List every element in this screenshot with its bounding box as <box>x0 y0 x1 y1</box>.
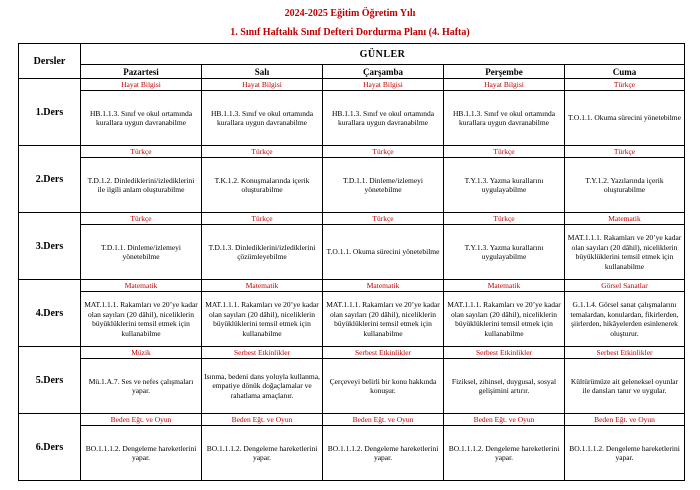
day-header-thursday: Perşembe <box>444 65 565 79</box>
subject-cell: Hayat Bilgisi <box>444 79 565 91</box>
outcome-text: T.Y.1.3. Yazma kurallarını uygulayabilme <box>464 242 544 261</box>
lesson-label: 3.Ders <box>19 213 81 280</box>
lesson-label: 2.Ders <box>19 146 81 213</box>
outcome-cell <box>81 292 202 347</box>
outcome-cell <box>323 158 444 213</box>
outcome-text: BO.1.1.1.2. Dengeleme hareketlerini yapar. <box>569 443 680 462</box>
subject-cell: Serbest Etkinlikler <box>323 347 444 359</box>
outcome-cell <box>323 292 444 347</box>
lesson-subject-row <box>19 213 685 225</box>
lesson-content-row <box>19 426 685 481</box>
lesson-label: 4.Ders <box>19 280 81 347</box>
subject-cell: Hayat Bilgisi <box>202 79 323 91</box>
outcome-cell <box>565 359 685 414</box>
lesson-subject-row <box>19 347 685 359</box>
subject-cell: Hayat Bilgisi <box>323 79 444 91</box>
lesson-subject-row <box>19 146 685 158</box>
subject-cell: Türkçe <box>202 146 323 158</box>
outcome-text: MAT.1.1.1. Rakamları ve 20’ye kadar olan sayıları (20 dâhil), niceliklerin büyüklüklerini temsil etmek için kullanabilme <box>205 300 319 338</box>
outcome-cell <box>81 91 202 146</box>
outcome-text: T.D.1.1. Dinleme/izlemeyi yönetebilme <box>100 242 182 261</box>
outcome-text: HB.1.1.3. Sınıf ve okul ortamında kurallara uygun davranabilme <box>89 108 193 127</box>
outcome-text: Isınma, bedeni dans yoluyla kullanma, empatiye dönük doğaçlamalar ve rahatlama amaçlanır. <box>204 371 320 400</box>
subject-cell: Türkçe <box>81 213 202 225</box>
outcome-cell <box>81 359 202 414</box>
outcome-cell <box>202 91 323 146</box>
subject-cell: Beden Eğt. ve Oyun <box>81 414 202 426</box>
subject-cell: Türkçe <box>444 213 565 225</box>
outcome-text: T.Y.1.3. Yazma kurallarını uygulayabilme <box>464 175 544 194</box>
outcome-text: BO.1.1.1.2. Dengeleme hareketlerini yapar. <box>206 443 318 462</box>
outcome-text: T.D.1.3. Dinlediklerini/izlediklerini çözümleyebilme <box>208 242 316 261</box>
outcome-cell <box>444 158 565 213</box>
outcome-cell <box>444 426 565 481</box>
outcome-cell <box>323 225 444 280</box>
outcome-cell <box>444 91 565 146</box>
outcome-cell <box>202 426 323 481</box>
outcome-cell <box>202 359 323 414</box>
day-header-tuesday: Salı <box>202 65 323 79</box>
outcome-cell <box>565 91 685 146</box>
outcome-text: MAT.1.1.1. Rakamları ve 20’ye kadar olan sayıları (20 dâhil), niceliklerin büyüklüklerini temsil etmek için kullanabilme <box>447 300 561 338</box>
lesson-label: 5.Ders <box>19 347 81 414</box>
outcome-cell <box>565 292 685 347</box>
subject-cell: Serbest Etkinlikler <box>202 347 323 359</box>
outcome-text: T.Y.1.2. Yazılarında içerik oluşturabilme <box>585 175 664 194</box>
subject-cell: Beden Eğt. ve Oyun <box>202 414 323 426</box>
outcome-text: MAT.1.1.1. Rakamları ve 20’ye kadar olan sayıları (20 dâhil), niceliklerin büyüklüklerini temsil etmek için kullanabilme <box>326 300 440 338</box>
lesson-content-row <box>19 225 685 280</box>
subject-cell: Türkçe <box>565 146 685 158</box>
subject-cell: Beden Eğt. ve Oyun <box>323 414 444 426</box>
outcome-text: T.D.1.1. Dinleme/izlemeyi yönetebilme <box>342 175 424 194</box>
subject-cell: Türkçe <box>81 146 202 158</box>
lesson-label: 1.Ders <box>19 79 81 146</box>
outcome-cell <box>565 426 685 481</box>
subject-cell: Beden Eğt. ve Oyun <box>565 414 685 426</box>
subject-cell: Matematik <box>323 280 444 292</box>
outcome-text: Fiziksel, zihinsel, duygusal, sosyal gelişimini artırır. <box>451 376 557 395</box>
subject-cell: Serbest Etkinlikler <box>565 347 685 359</box>
subject-cell: Matematik <box>81 280 202 292</box>
outcome-text: Mü.1.A.7. Ses ve nefes çalışmaları yapar. <box>88 376 194 395</box>
outcome-text: G.1.1.4. Görsel sanat çalışmalarını temalardan, konulardan, fikirlerden, şiirlerden, hikâyelerden esinlenerek oluşturur. <box>570 300 679 338</box>
outcome-cell <box>81 426 202 481</box>
outcome-cell <box>202 225 323 280</box>
lesson-content-row <box>19 91 685 146</box>
subject-cell: Matematik <box>565 213 685 225</box>
outcome-text: BO.1.1.1.2. Dengeleme hareketlerini yapar. <box>327 443 439 462</box>
outcome-text: HB.1.1.3. Sınıf ve okul ortamında kurallara uygun davranabilme <box>210 108 314 127</box>
lesson-label: 6.Ders <box>19 414 81 481</box>
lesson-subject-row <box>19 414 685 426</box>
outcome-text: MAT.1.1.1. Rakamları ve 20’ye kadar olan sayıları (20 dâhil), niceliklerin büyüklüklerini temsil etmek için kullanabilme <box>84 300 198 338</box>
lesson-subject-row <box>19 79 685 91</box>
outcome-text: T.K.1.2. Konuşmalarında içerik oluşturabilme <box>214 175 310 194</box>
outcome-text: Çerçeveyi belirli bir konu hakkında konuşur. <box>329 376 437 395</box>
outcome-cell <box>81 225 202 280</box>
subject-cell: Serbest Etkinlikler <box>444 347 565 359</box>
weekly-plan-table <box>18 43 685 481</box>
day-header-monday: Pazartesi <box>81 65 202 79</box>
outcome-cell <box>323 426 444 481</box>
outcome-cell <box>81 158 202 213</box>
subject-cell: Beden Eğt. ve Oyun <box>444 414 565 426</box>
outcome-text: T.O.1.1. Okuma sürecini yönetebilme <box>568 113 681 123</box>
outcome-text: T.O.1.1. Okuma sürecini yönetebilme <box>326 247 440 257</box>
subject-cell: Türkçe <box>323 146 444 158</box>
lesson-content-row <box>19 359 685 414</box>
outcome-cell <box>444 292 565 347</box>
subject-cell: Müzik <box>81 347 202 359</box>
lesson-content-row <box>19 292 685 347</box>
outcome-cell <box>323 91 444 146</box>
lesson-subject-row <box>19 280 685 292</box>
outcome-text: HB.1.1.3. Sınıf ve okul ortamında kurallara uygun davranabilme <box>452 108 556 127</box>
outcome-text: Kültürümüze ait geleneksel oyunlar ile dansları tanır ve uygular. <box>570 376 679 395</box>
subject-cell: Türkçe <box>565 79 685 91</box>
subject-cell: Hayat Bilgisi <box>81 79 202 91</box>
subject-cell: Matematik <box>444 280 565 292</box>
subject-cell: Matematik <box>202 280 323 292</box>
outcome-text: T.D.1.2. Dinlediklerini/izlediklerini ile ilgili anlam oluşturabilme <box>87 175 195 194</box>
outcome-cell <box>444 359 565 414</box>
outcome-cell <box>444 225 565 280</box>
subject-cell: Türkçe <box>444 146 565 158</box>
lesson-content-row <box>19 158 685 213</box>
outcome-text: BO.1.1.1.2. Dengeleme hareketlerini yapar. <box>85 443 197 462</box>
outcome-text: BO.1.1.1.2. Dengeleme hareketlerini yapar. <box>448 443 560 462</box>
subject-cell: Türkçe <box>323 213 444 225</box>
document-subtitle: 1. Sınıf Haftalık Sınıf Defteri Dordurma Planı (4. Hafta) <box>230 27 470 38</box>
outcome-cell <box>202 158 323 213</box>
gunler-header: GÜNLER <box>81 44 685 65</box>
subject-cell: Görsel Sanatlar <box>565 280 685 292</box>
outcome-cell <box>565 225 685 280</box>
subject-cell: Türkçe <box>202 213 323 225</box>
outcome-cell <box>565 158 685 213</box>
day-header-friday: Cuma <box>565 65 685 79</box>
outcome-text: HB.1.1.3. Sınıf ve okul ortamında kurallara uygun davranabilme <box>331 108 435 127</box>
document-title: 2024-2025 Eğitim Öğretim Yılı <box>284 8 416 19</box>
day-header-wednesday: Çarşamba <box>323 65 444 79</box>
outcome-text: MAT.1.1.1. Rakamları ve 20’ye kadar olan sayıları (20 dâhil), niceliklerin büyüklüklerini temsil etmek için kullanabilme <box>567 233 682 271</box>
outcome-cell <box>202 292 323 347</box>
dersler-header: Dersler <box>19 44 81 79</box>
outcome-cell <box>323 359 444 414</box>
